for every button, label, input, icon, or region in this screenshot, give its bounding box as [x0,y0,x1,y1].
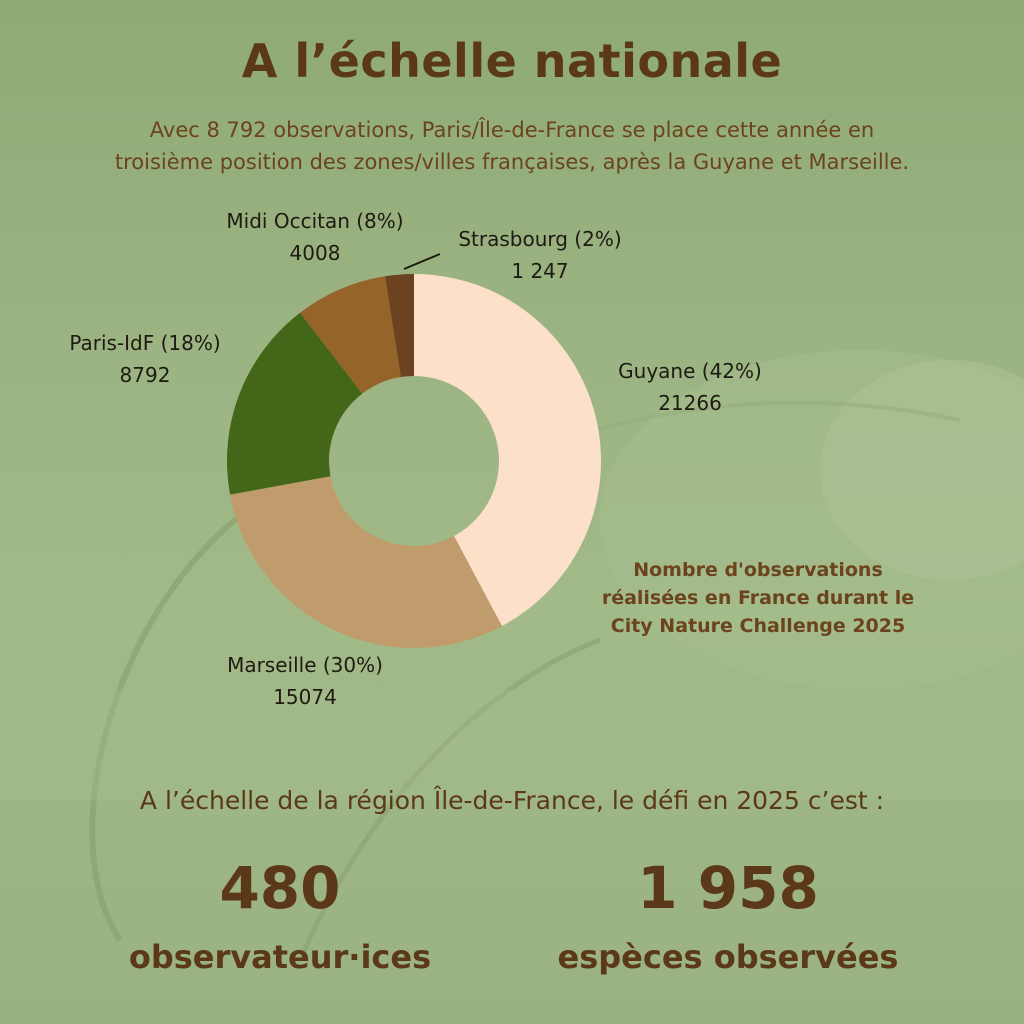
chart-caption-line-1: Nombre d'observations [633,559,883,581]
stat-observers [70,850,490,976]
page-title: A l’échelle nationale [241,34,783,88]
label-paris-idf-name: Paris-IdF (18%) [69,331,221,355]
subtitle-line-1: Avec 8 792 observations, Paris/Île-de-France se place cette année en [149,118,875,142]
stat-observers-label: observateur·ices [128,938,432,976]
label-marseille-name: Marseille (30%) [227,653,383,677]
page-subtitle [20,114,1004,178]
chart-caption-line-3: City Nature Challenge 2025 [610,615,906,637]
label-marseille-value: 15074 [273,685,337,709]
chart-slices [227,274,601,648]
label-guyane-name: Guyane (42%) [618,359,762,383]
stat-species-value: 1 958 [637,854,819,922]
stat-species-label: espèces observées [557,938,899,976]
chart-caption-line-2: réalisées en France durant le [601,587,915,609]
donut-chart [0,190,1024,730]
label-midi-occitan-name: Midi Occitan (8%) [226,209,404,233]
label-paris-idf-value: 8792 [119,363,171,387]
region-heading: A l’échelle de la région Île-de-France, le défi en 2025 c’est : [139,786,885,815]
subtitle-line-2: troisième position des zones/villes françaises, après la Guyane et Marseille. [114,150,910,174]
label-midi-occitan-value: 4008 [289,241,341,265]
stat-species [518,850,938,976]
strasbourg-leader-line [404,254,440,269]
label-strasbourg-value: 1 247 [511,259,569,283]
label-guyane-value: 21266 [658,391,722,415]
slice-marseille [230,476,502,648]
label-strasbourg-name: Strasbourg (2%) [458,227,622,251]
chart-caption [560,556,956,640]
stat-observers-value: 480 [219,854,341,922]
